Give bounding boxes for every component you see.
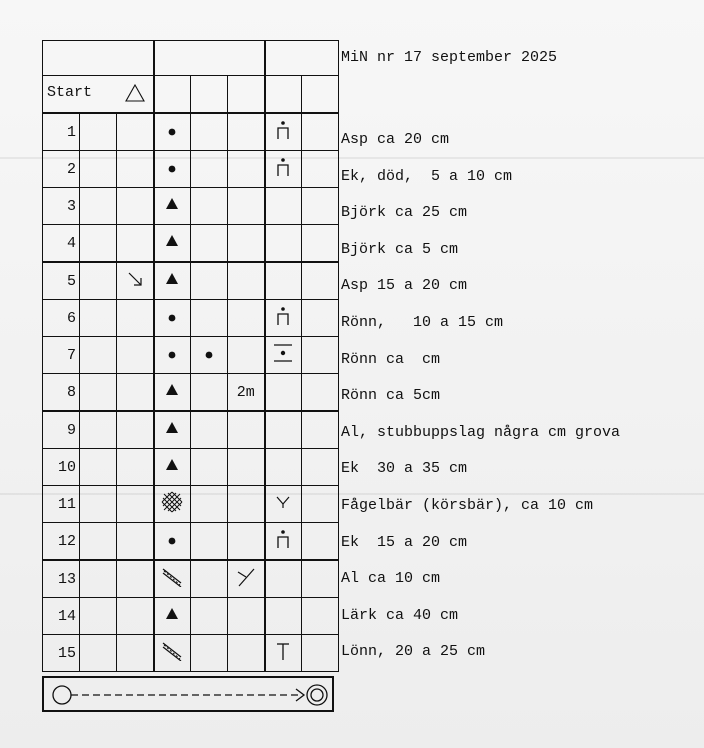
grid-row — [43, 635, 339, 672]
start-cell — [43, 76, 154, 114]
grid-cell — [117, 523, 154, 561]
grid-row — [43, 411, 339, 449]
grid-cell — [80, 300, 117, 337]
grid-cell — [302, 635, 339, 672]
grid-cell — [228, 523, 265, 561]
grid-cell — [80, 449, 117, 486]
grid-cell — [302, 411, 339, 449]
filled-triangle-icon — [165, 197, 179, 210]
grid-cell — [228, 188, 265, 225]
row-number: 10 — [43, 449, 80, 486]
row-note: Björk ca 25 cm — [341, 204, 468, 222]
grid-cell — [154, 635, 191, 672]
dashed-log-icon — [161, 641, 183, 661]
row-number: 3 — [43, 188, 80, 225]
grid-cell — [80, 262, 117, 300]
grid-cell — [191, 113, 228, 151]
grid-cell — [154, 337, 191, 374]
row-note: Fågelbär (körsbär), ca 10 cm — [341, 497, 594, 514]
grid-cell — [117, 560, 154, 598]
grid-cell — [191, 188, 228, 225]
grid-cell — [265, 337, 302, 374]
grid-cell — [228, 76, 265, 114]
arrow-southeast-icon — [127, 271, 143, 287]
grid-row — [43, 486, 339, 523]
grid-cell — [228, 449, 265, 486]
grid-cell — [117, 188, 154, 225]
dot-icon — [168, 124, 176, 140]
filled-triangle-icon — [165, 272, 179, 285]
grid-cell — [191, 411, 228, 449]
grid-cell — [191, 300, 228, 337]
row-number: 5 — [43, 262, 80, 300]
row-number: 11 — [43, 486, 80, 523]
y-slash-icon — [235, 566, 257, 588]
grid-cell — [117, 449, 154, 486]
grid-cell — [80, 635, 117, 672]
grid-cell — [80, 560, 117, 598]
row-note: Björk ca 5 cm — [341, 240, 459, 258]
row-note: Rönn, 10 a 15 cm — [341, 314, 504, 331]
start-to-target-dashed-arrow-icon — [44, 678, 336, 714]
row-number: 1 — [43, 113, 80, 151]
filled-triangle-icon — [165, 383, 179, 396]
grid-cell — [154, 76, 191, 114]
grid-cell — [154, 523, 191, 561]
grid-cell — [228, 151, 265, 188]
grid-row — [43, 374, 339, 412]
grid-cell — [80, 151, 117, 188]
y-branch-icon — [275, 494, 291, 510]
row-number: 9 — [43, 411, 80, 449]
grid-cell — [154, 262, 191, 300]
grid-cell — [191, 560, 228, 598]
stump-dot-icon — [276, 157, 290, 177]
grid-cell — [154, 113, 191, 151]
grid-cell — [117, 262, 154, 300]
grid-cell — [302, 151, 339, 188]
boxed-dot-icon — [273, 343, 293, 363]
filled-triangle-icon — [165, 458, 179, 471]
grid-row — [43, 598, 339, 635]
grid-cell — [302, 300, 339, 337]
grid-row — [43, 151, 339, 188]
grid-header-cell — [154, 41, 265, 76]
grid-cell — [265, 300, 302, 337]
grid-cell — [228, 337, 265, 374]
grid-cell — [191, 449, 228, 486]
grid-cell — [302, 113, 339, 151]
grid-cell — [80, 598, 117, 635]
row-number: 12 — [43, 523, 80, 561]
grid-cell — [80, 411, 117, 449]
grid-cell — [117, 411, 154, 449]
cross-hatch-icon — [161, 491, 183, 513]
row-number: 8 — [43, 374, 80, 412]
dot-icon — [168, 310, 176, 326]
grid-cell — [265, 523, 302, 561]
grid-cell — [265, 486, 302, 523]
grid-cell — [265, 188, 302, 225]
start-row — [43, 76, 339, 114]
grid-cell — [154, 188, 191, 225]
row-note: Ek 30 a 35 cm — [341, 460, 468, 478]
grid-cell — [228, 486, 265, 523]
row-number: 6 — [43, 300, 80, 337]
grid-cell — [265, 560, 302, 598]
grid-cell — [80, 374, 117, 412]
grid-cell — [228, 113, 265, 151]
row-note: Al, stubbuppslag några cm grova — [341, 423, 621, 441]
row-number: 7 — [43, 337, 80, 374]
grid-cell — [154, 449, 191, 486]
grid-cell — [191, 598, 228, 635]
grid-cell — [154, 225, 191, 263]
grid-cell — [228, 300, 265, 337]
legend-line — [42, 676, 334, 712]
grid-header-cell — [265, 41, 339, 76]
grid-cell — [191, 635, 228, 672]
row-number: 13 — [43, 560, 80, 598]
grid-cell — [80, 225, 117, 263]
grid-cell — [117, 486, 154, 523]
row-note: Ek, död, 5 a 10 cm — [341, 167, 513, 185]
grid-cell — [117, 374, 154, 412]
grid-cell — [265, 262, 302, 300]
grid-row — [43, 113, 339, 151]
grid-cell — [228, 262, 265, 300]
grid-cell — [117, 598, 154, 635]
grid-cell — [117, 337, 154, 374]
grid-row — [43, 300, 339, 337]
grid-cell — [154, 374, 191, 412]
row-note: Lärk ca 40 cm — [341, 606, 459, 624]
grid-cell — [154, 300, 191, 337]
grid-cell — [265, 635, 302, 672]
grid-cell — [154, 486, 191, 523]
grid-cell — [302, 486, 339, 523]
filled-triangle-icon — [165, 234, 179, 247]
tee-icon — [276, 641, 290, 661]
grid-row — [43, 523, 339, 561]
stump-dot-icon — [276, 120, 290, 140]
row-note: Asp 15 a 20 cm — [341, 277, 468, 295]
triangle-outline-icon — [125, 84, 145, 102]
row-number: 4 — [43, 225, 80, 263]
grid-cell — [265, 151, 302, 188]
grid-cell — [265, 449, 302, 486]
grid-cell — [302, 76, 339, 114]
grid-cell — [228, 411, 265, 449]
grid-cell — [191, 374, 228, 412]
grid-cell — [302, 598, 339, 635]
grid-header-row — [43, 41, 339, 76]
grid-cell — [265, 598, 302, 635]
row-note: Al ca 10 cm — [341, 570, 441, 588]
grid-cell: 2m — [228, 374, 265, 412]
grid-cell — [191, 337, 228, 374]
grid-cell — [228, 560, 265, 598]
grid-cell — [228, 598, 265, 635]
grid-cell — [117, 225, 154, 263]
stump-dot-icon — [276, 306, 290, 326]
grid-cell — [154, 560, 191, 598]
grid-row — [43, 225, 339, 263]
row-number: 14 — [43, 598, 80, 635]
grid-cell — [80, 337, 117, 374]
stump-dot-icon — [276, 529, 290, 549]
dot-icon — [168, 533, 176, 549]
dot-icon — [205, 347, 213, 363]
filled-triangle-icon — [165, 421, 179, 434]
grid-cell — [302, 374, 339, 412]
row-note: Rönn ca cm — [341, 350, 441, 368]
grid-cell — [191, 151, 228, 188]
grid-cell — [228, 635, 265, 672]
grid-cell — [117, 113, 154, 151]
grid-cell — [154, 598, 191, 635]
dot-icon — [168, 161, 176, 177]
grid-cell — [154, 411, 191, 449]
grid-cell — [265, 76, 302, 114]
page-title: MiN nr 17 september 2025 — [341, 49, 558, 66]
grid-row — [43, 560, 339, 598]
row-note: Rönn ca 5cm — [341, 387, 441, 405]
row-number: 2 — [43, 151, 80, 188]
grid-cell — [265, 374, 302, 412]
dashed-log-icon — [161, 567, 183, 587]
grid-cell — [228, 225, 265, 263]
grid-cell — [265, 225, 302, 263]
grid-cell — [302, 560, 339, 598]
grid-cell — [302, 225, 339, 263]
grid-cell — [80, 486, 117, 523]
row-note: Ek 15 a 20 cm — [341, 533, 468, 551]
grid-cell — [265, 411, 302, 449]
grid-cell — [117, 151, 154, 188]
grid-cell — [302, 523, 339, 561]
grid-cell — [80, 113, 117, 151]
grid-header-cell — [43, 41, 154, 76]
grid-cell — [191, 523, 228, 561]
grid-row — [43, 262, 339, 300]
grid-row — [43, 337, 339, 374]
tally-grid — [42, 40, 339, 672]
filled-triangle-icon — [165, 607, 179, 620]
grid-cell — [80, 188, 117, 225]
grid-row — [43, 188, 339, 225]
grid-cell — [154, 151, 191, 188]
start-label: Start — [47, 84, 93, 101]
grid-cell — [302, 337, 339, 374]
grid-cell — [117, 300, 154, 337]
row-number: 15 — [43, 635, 80, 672]
grid-cell — [191, 262, 228, 300]
row-note: Asp ca 20 cm — [341, 131, 450, 148]
grid-cell — [302, 449, 339, 486]
grid-cell — [191, 225, 228, 263]
grid-cell — [191, 486, 228, 523]
row-note: Lönn, 20 a 25 cm — [341, 643, 486, 661]
grid-row — [43, 449, 339, 486]
dot-icon — [168, 347, 176, 363]
grid-cell — [191, 76, 228, 114]
grid-cell — [302, 262, 339, 300]
grid-cell — [117, 635, 154, 672]
grid-cell — [302, 188, 339, 225]
grid-cell — [80, 523, 117, 561]
grid-cell — [265, 113, 302, 151]
